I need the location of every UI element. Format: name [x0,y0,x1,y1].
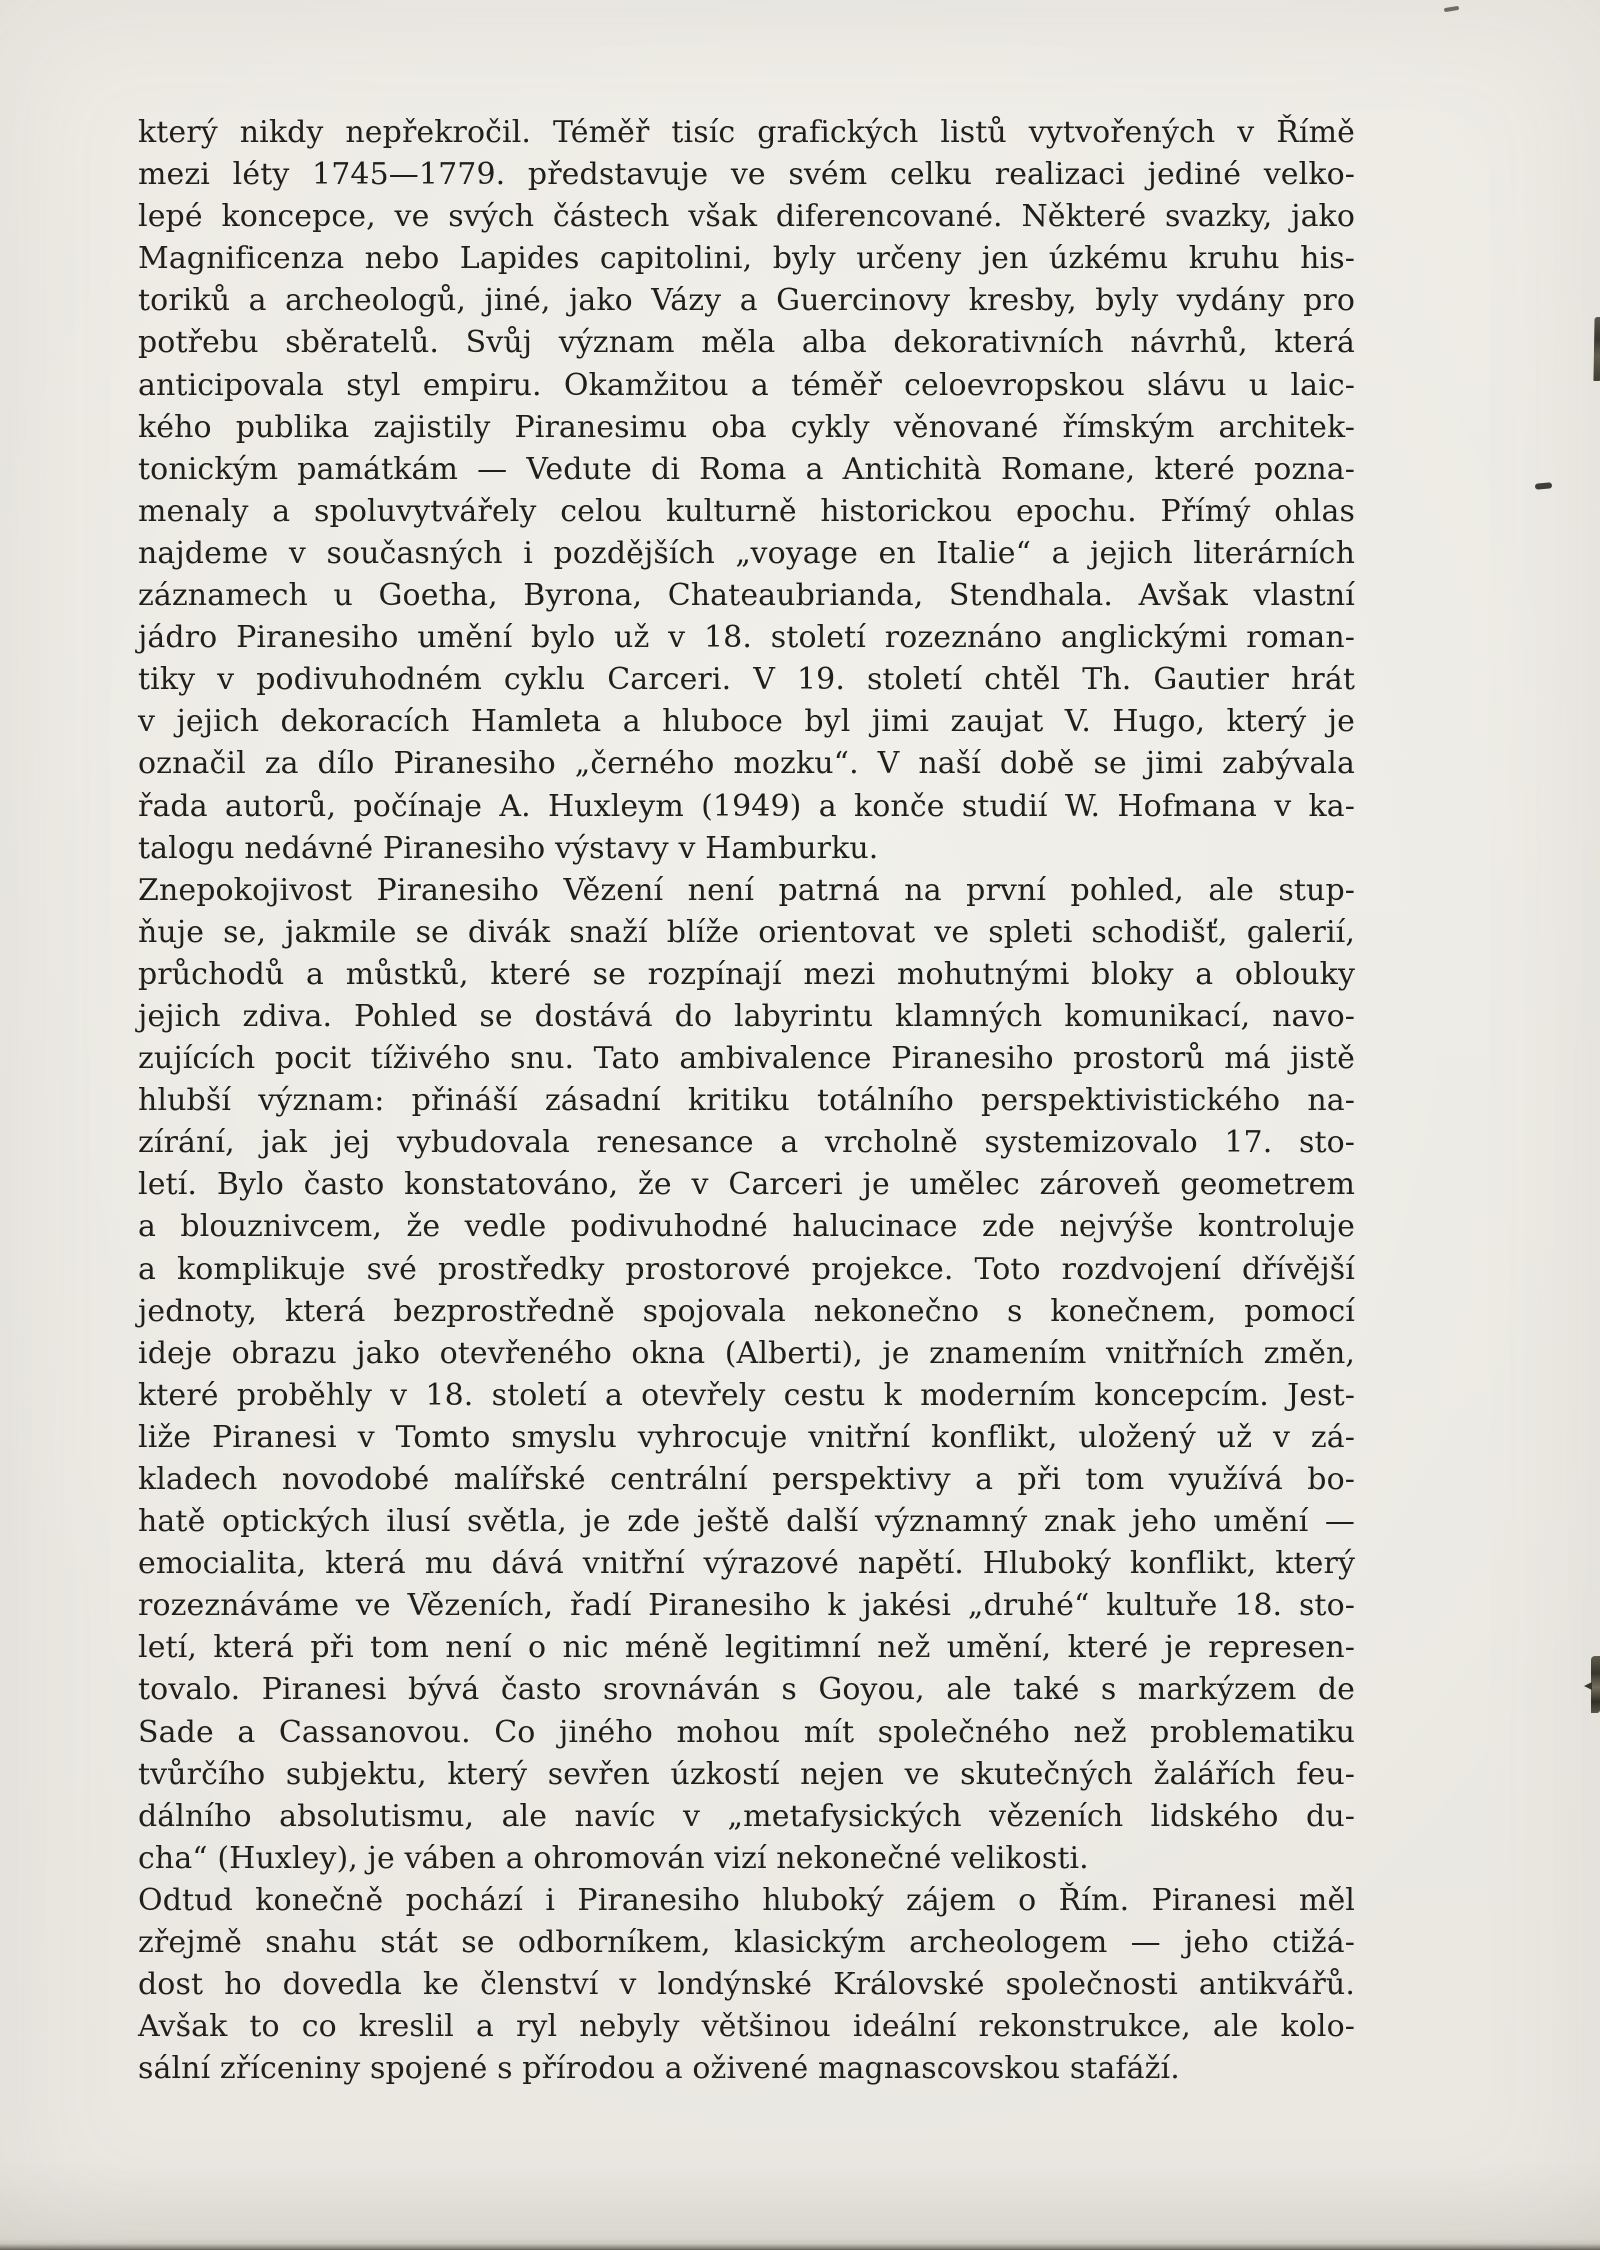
scan-speck-icon [1444,6,1459,12]
page-edge-ink-streak [1591,1656,1600,1713]
text-line: dálního absolutismu, ale navíc v „metafysických vězeních lidského du- [138,1798,1355,1834]
text-line: talogu nedávné Piranesiho výstavy v Hamburku. [138,830,879,866]
text-line: které proběhly v 18. století a otevřely cestu k moderním koncepcím. Jest- [138,1377,1355,1413]
scan-speck-icon [1535,482,1552,489]
text-line: hatě optických ilusí světla, je zde ještě další významný znak jeho umění — [138,1504,1355,1540]
text-line: cha“ (Huxley), je váben a ohromován vizí nekonečné velikosti. [138,1840,1089,1876]
text-line: označil za dílo Piranesiho „černého mozku“. V naší době se jimi zabývala [138,746,1355,782]
text-line: tonickým památkám — Vedute di Roma a Antichità Romane, které pozna- [138,451,1355,487]
text-line: řada autorů, počínaje A. Huxleym (1949) a konče studií W. Hofmana v ka- [138,788,1355,824]
text-line: zujících pocit tíživého snu. Tato ambivalence Piranesiho prostorů má jistě [138,1041,1355,1077]
text-line: Odtud konečně pochází i Piranesiho hluboký zájem o Řím. Piranesi měl [138,1882,1355,1918]
text-line: kého publika zajistily Piranesimu oba cykly věnované římským architek- [138,409,1355,445]
text-line: emocialita, která mu dává vnitřní výrazové napětí. Hluboký konflikt, který [138,1546,1355,1582]
text-line: Sade a Cassanovou. Co jiného mohou mít společného než problematiku [138,1714,1355,1750]
text-line: letí, která při tom není o nic méně legitimní než umění, které je represen- [138,1630,1355,1666]
body-text [138,112,1355,2090]
text-line: ňuje se, jakmile se divák snaží blíže orientovat ve spleti schodišť, galerií, [138,914,1355,950]
text-line: toriků a archeologů, jiné, jako Vázy a Guercinovy kresby, byly vydány pro [138,283,1355,319]
text-line: hlubší význam: přináší zásadní kritiku totálního perspektivistického na- [138,1083,1355,1119]
page-edge-ink-streak [1593,317,1600,381]
text-line: lepé koncepce, ve svých částech však diferencované. Některé svazky, jako [138,199,1355,235]
text-line: jádro Piranesiho umění bylo už v 18. století rozeznáno anglickými roman- [138,620,1355,656]
text-line: průchodů a můstků, které se rozpínají mezi mohutnými bloky a oblouky [138,956,1355,992]
paragraph [138,1880,1355,2090]
text-line: v jejich dekoracích Hamleta a hluboce byl jimi zaujat V. Hugo, který je [138,704,1355,740]
paragraph [138,870,1355,1880]
text-line: Znepokojivost Piranesiho Vězení není patrná na první pohled, ale stup- [138,872,1355,908]
text-line: kladech novodobé malířské centrální perspektivy a při tom využívá bo- [138,1462,1355,1497]
text-line: a komplikuje své prostředky prostorové projekce. Toto rozdvojení dřívější [138,1251,1355,1287]
text-line: záznamech u Goetha, Byrona, Chateaubrianda, Stendhala. Avšak vlastní [138,578,1355,614]
text-line: a blouznivcem, že vedle podivuhodné halucinace zde nejvýše kontroluje [138,1209,1355,1245]
text-line: letí. Bylo často konstatováno, že v Carceri je umělec zároveň geometrem [138,1167,1355,1203]
text-line: potřebu sběratelů. Svůj význam měla alba dekorativních návrhů, která [138,325,1355,361]
text-line: Avšak to co kreslil a ryl nebyly většinou ideální rekonstrukce, ale kolo- [138,2009,1355,2045]
text-line: tvůrčího subjektu, který sevřen úzkostí nejen ve skutečných žalářích feu- [138,1756,1355,1792]
text-line: ideje obrazu jako otevřeného okna (Alberti), je znamením vnitřních změn, [138,1335,1355,1371]
text-line: dost ho dovedla ke členství v londýnské Královské společnosti antikvářů. [138,1967,1355,2003]
text-line: jednoty, která bezprostředně spojovala nekonečno s konečnem, pomocí [138,1293,1355,1329]
text-line: zírání, jak jej vybudovala renesance a vrcholně systemizovalo 17. sto- [138,1125,1355,1161]
text-line: menaly a spoluvytvářely celou kulturně historickou epochu. Přímý ohlas [138,493,1355,529]
text-line: rozeznáváme ve Vězeních, řadí Piranesiho k jakési „druhé“ kultuře 18. sto- [138,1588,1355,1624]
page-bottom-edge-shadow [0,2244,1600,2250]
text-line: Magnificenza nebo Lapides capitolini, byly určeny jen úzkému kruhu his- [138,241,1355,277]
text-line: tiky v podivuhodném cyklu Carceri. V 19. století chtěl Th. Gautier hrát [138,662,1355,698]
text-line: zřejmě snahu stát se odborníkem, klasickým archeologem — jeho ctižá- [138,1925,1355,1961]
text-line: jejich zdiva. Pohled se dostává do labyrintu klamných komunikací, navo- [138,998,1355,1034]
text-line: liže Piranesi v Tomto smyslu vyhrocuje vnitřní konflikt, uložený už v zá- [138,1419,1355,1455]
text-line: najdeme v současných i pozdějších „voyage en Italie“ a jejich literárních [138,535,1355,571]
text-line: tovalo. Piranesi bývá často srovnáván s Goyou, ale také s markýzem de [138,1672,1355,1708]
text-line: mezi léty 1745—1779. představuje ve svém celku realizaci jediné velko- [138,157,1355,193]
text-line: který nikdy nepřekročil. Téměř tisíc grafických listů vytvořených v Římě [138,115,1355,150]
text-line: anticipovala styl empiru. Okamžitou a téměř celoevropskou slávu u laic- [138,367,1355,403]
paragraph [138,112,1355,870]
text-line: sální zříceniny spojené s přírodou a oživené magnascovskou stafáží. [138,2051,1180,2087]
